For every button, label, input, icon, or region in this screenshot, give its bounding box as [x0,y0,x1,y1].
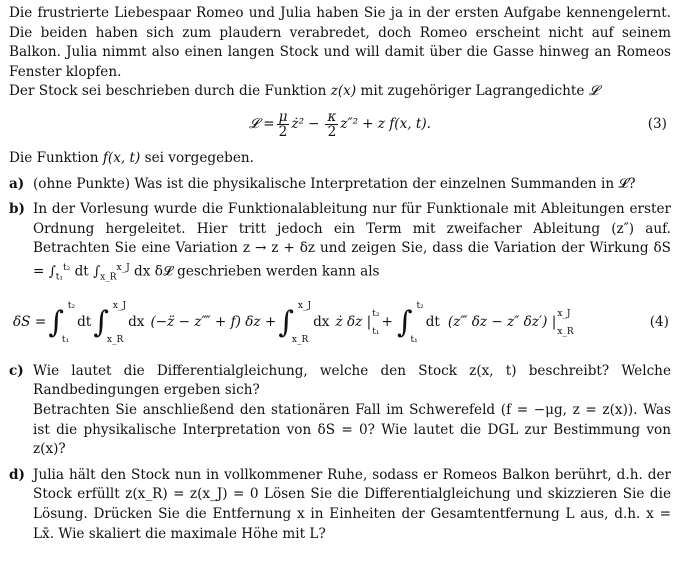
item-b-sub2: x_R [100,272,117,283]
intro-line2-pre: Der Stock sei beschrieben durch die Funktion [9,83,331,100]
eq4-integral-x: ∫ x_J x_R [93,300,127,345]
item-d [9,466,671,544]
eq4-term3: (z‴ δz − z″ δz′) | [447,313,557,330]
item-a-text: (ohne Punkte) Was ist die physikalische Interpretation der einzelnen Summanden in 𝓛? [33,175,636,192]
eq4-dx2: dx [313,313,330,330]
item-c-body [33,362,671,460]
item-b [9,200,671,288]
eq4-integral-t: ∫ t₂ t₁ [48,300,76,345]
eq4-xr2: x_R [291,334,309,345]
eq3-frac-kappa [325,110,338,139]
item-a [9,175,671,195]
item-b-sub1: t₁ [55,272,64,283]
eq3-mu: μ [278,109,288,126]
eq3-frac-mu [277,110,290,139]
eq4-dt2: dt [425,313,440,330]
intro-function: z(x) [330,83,357,100]
eq3-minus: − [308,116,320,133]
item-c-p2: Betrachten Sie anschließend den stationären Fall im Schwerefeld (f = −μg, z = z(x)). Was ist die physikalische Interpretation von δS = 0? Wie lautet die DGL zur Bestimmung von z(x)? [33,401,671,458]
eq4-lhs: δS = [13,313,47,330]
intro-paragraph [9,4,671,102]
equation-3 [9,105,671,145]
item-d-label: d) [9,466,25,483]
eq4-t1: t₁ [61,334,70,345]
eq4-bt2: t₂ [372,308,380,319]
eq3-two-a: 2 [278,124,288,141]
item-b-text: In der Vorlesung wurde die Funktionalableitung nur für Funktionale mit Ableitungen erster Ordnung hergeleitet. Hier tritt jedoch ein Term mit zweifacher Ableitung (z″) auf. Betrachten Sie eine Variation z → z + δz und zeigen Sie, dass die Variation der Wirkung δS = ∫ [33,201,671,280]
item-b-sup1: t₂ [63,262,71,273]
eq4-xj2: x_J [297,300,312,311]
eq4-t2b: t₂ [416,300,424,311]
item-d-text: Julia hält den Stock nun in vollkommener Ruhe, sodass er Romeos Balkon berührt, d.h. der Stock erfüllt z(x_R) = z(x_J) = 0 Lösen Sie die Differentialgleichung und skizzieren Sie die Lösung. Drücken Sie die Entfernung x in Einheiten der Gesamtentfernung L aus, d.h. x = Lx̄. Wie skaliert die maximale Höhe mit L? [33,466,671,542]
item-b-tail: dx δ𝓛 geschrieben werden kann als [134,263,380,280]
eq3-rest: + z f(x, t). [362,116,431,133]
item-a-label: a) [9,175,25,192]
eq3-term2: z″² [340,116,359,133]
eq4-t2: t₂ [67,300,76,311]
eq3-number: (3) [647,116,667,133]
equation-4 [9,294,671,352]
item-c-p1: Wie lautet die Differentialgleichung, welche den Stock z(x, t) beschreibt? Welche Randbedingungen ergeben sich? [33,362,671,399]
eq4-bxr: x_R [557,326,574,337]
given-function [9,149,671,169]
intro-lagrangian-symbol: 𝓛 [588,83,599,100]
item-c [9,362,671,460]
eq4-term1: (−z̈ − z⁗ + f) δz + [150,313,277,330]
eq3-term1: ż² [291,116,305,133]
intro-line2-post: mit zugehöriger Lagrangedichte [356,83,589,100]
item-b-sup2: x_J [116,262,130,273]
eq4-integral-x2: ∫ x_J x_R [278,300,312,345]
item-c-label: c) [9,362,24,379]
eq4-xr: x_R [106,334,124,345]
eq4-bt1: t₁ [372,326,380,337]
eq4-integral-t2: ∫ t₂ t₁ [396,300,424,345]
eq4-plus: + [381,313,393,330]
eq3-kappa: κ [327,109,337,126]
eq4-dt: dt [77,313,92,330]
given-pre: Die Funktion [9,149,103,166]
eq4-t1b: t₁ [410,334,418,345]
intro-text: Die frustrierte Liebespaar Romeo und Julia haben Sie ja in der ersten Aufgabe kennengelernt. Die beiden haben sich zum plaudern verabredet, doch Romeo erscheint nicht auf seinem Balkon. Julia nimmt also einen langen Stock und will damit über die Gasse hinweg an Romeos Fenster klopfen. [9,5,671,80]
eq3-lhs: 𝓛 = [248,116,275,133]
item-b-mid: dt ∫ [74,263,101,280]
eq4-bxj: x_J [557,308,571,319]
given-post: sei vorgegeben. [140,149,254,166]
item-b-label: b) [9,201,25,218]
eq4-dx: dx [128,313,145,330]
given-fn: f(x, t) [102,149,141,166]
eq4-number: (4) [649,313,669,330]
eq3-two-b: 2 [327,124,337,141]
item-b-body [33,200,671,288]
eq4-term2: ż δz | [335,313,372,330]
eq4-xj: x_J [112,300,127,311]
